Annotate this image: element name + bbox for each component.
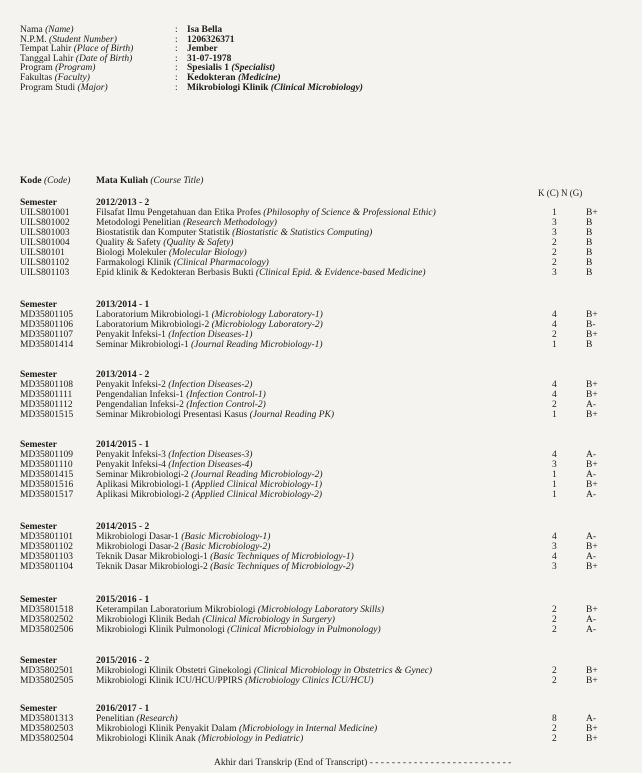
course-title-en: (Philosophy of Science & Professional Ethic) [263, 208, 436, 218]
course-row [20, 625, 620, 635]
info-label-id: Program Studi [20, 82, 76, 93]
course-title [96, 390, 266, 400]
info-value-id: Kedokteran [187, 72, 236, 83]
course-credit: 4 [552, 532, 557, 542]
course-row [20, 330, 620, 340]
course-title [96, 724, 377, 734]
course-grade: A- [586, 470, 597, 480]
course-title-en: (Microbiology Laboratory Skills) [257, 605, 385, 615]
course-title [96, 532, 270, 542]
course-title-id: Mikrobiologi Klinik Obstetri Ginekologi [96, 666, 252, 676]
semester-period: 2015/2016 - 2 [96, 656, 150, 666]
course-code: MD35802505 [20, 676, 74, 686]
info-colon: : [175, 53, 178, 64]
semester-heading [20, 198, 620, 208]
course-row [20, 248, 620, 258]
semester-label: Semester [20, 300, 57, 310]
semester-label: Semester [20, 522, 57, 532]
course-title-en: (Research Methodology) [183, 218, 277, 228]
semester-period: 2014/2015 - 2 [96, 522, 150, 532]
course-grade: A- [586, 450, 597, 460]
course-row [20, 310, 620, 320]
course-title-id: Aplikasi Mikrobiologi-2 [96, 490, 190, 500]
course-grade: B+ [586, 380, 598, 390]
course-code: MD35801515 [20, 410, 74, 420]
course-credit: 4 [552, 380, 557, 390]
course-title [96, 238, 233, 248]
semester-period: 2013/2014 - 1 [96, 300, 150, 310]
semester-label: Semester [20, 656, 57, 666]
semester-block [20, 656, 620, 686]
course-code: MD35801106 [20, 320, 73, 330]
course-title-id: Pengendalian Infeksi-2 [96, 400, 184, 410]
course-title [96, 470, 323, 480]
course-row [20, 666, 620, 676]
course-credit: 4 [552, 450, 557, 460]
info-label-id: Tempat Lahir [20, 44, 72, 55]
course-grade: A- [586, 714, 597, 724]
course-grade: B+ [586, 666, 598, 676]
course-grade: B+ [586, 542, 598, 552]
course-credit: 2 [552, 238, 557, 248]
info-label [20, 84, 175, 94]
semester-label: Semester [20, 370, 57, 380]
course-code: MD35801111 [20, 390, 73, 400]
course-title-en: (Basic Techniques of Microbiology-2) [210, 562, 354, 572]
info-value-id: Mikrobiologi Klinik [187, 82, 269, 93]
course-title-en: (Basic Techniques of Microbiology-1) [210, 552, 354, 562]
semester-period: 2014/2015 - 1 [96, 440, 150, 450]
course-grade: B+ [586, 734, 598, 744]
course-title-id: Epid klinik & Kedokteran Berbasis Bukti [96, 268, 254, 278]
course-credit: 1 [552, 208, 557, 218]
course-grade: B [586, 340, 593, 350]
course-title-id: Farmakologi Klinik [96, 258, 172, 268]
course-grade: A- [586, 615, 597, 625]
info-label-en: (Name) [45, 25, 74, 35]
semester-heading [20, 595, 620, 605]
semester-block [20, 370, 620, 420]
course-grade: B+ [586, 724, 598, 734]
course-credit: 2 [552, 724, 557, 734]
semester-period: 2013/2014 - 2 [96, 370, 150, 380]
course-title [96, 218, 277, 228]
header-title [96, 176, 203, 186]
info-colon: : [175, 44, 178, 55]
course-title [96, 310, 323, 320]
header-title-en: (Course Title) [150, 176, 204, 186]
course-row [20, 238, 620, 248]
course-grade: A- [586, 532, 597, 542]
course-title [96, 666, 432, 676]
course-code: MD35801112 [20, 400, 73, 410]
info-value-id: Isa Bella [187, 25, 223, 35]
course-title [96, 625, 381, 635]
info-row [20, 84, 363, 94]
course-row [20, 615, 620, 625]
course-row [20, 734, 620, 744]
course-title-id: Seminar Mikrobiologi Presentasi Kasus [96, 410, 248, 420]
course-title-id: Quality & Safety [96, 238, 161, 248]
course-title-id: Penyakit Infeksi-1 [96, 330, 166, 340]
course-title [96, 320, 323, 330]
course-grade: A- [586, 625, 597, 635]
course-row [20, 676, 620, 686]
info-label-en: (Faculty) [54, 72, 90, 83]
course-title-id: Pengendalian Infeksi-1 [96, 390, 184, 400]
course-code: MD35801101 [20, 532, 73, 542]
course-title [96, 676, 374, 686]
course-row [20, 532, 620, 542]
course-grade: B+ [586, 410, 598, 420]
course-code: UILS801002 [20, 218, 70, 228]
course-code: MD35801105 [20, 310, 73, 320]
course-grade: B [586, 248, 593, 258]
course-title [96, 380, 252, 390]
course-code: MD35802503 [20, 724, 74, 734]
course-credit: 2 [552, 676, 557, 686]
course-code: MD35802504 [20, 734, 74, 744]
course-code: UILS80101 [20, 248, 65, 258]
course-code: UILS801102 [20, 258, 70, 268]
course-title [96, 605, 384, 615]
course-code: UILS801004 [20, 238, 70, 248]
course-row [20, 410, 620, 420]
course-title [96, 542, 270, 552]
course-title [96, 734, 303, 744]
info-label-id: Fakultas [20, 72, 53, 83]
info-label-id: Program [20, 63, 53, 74]
semester-heading [20, 300, 620, 310]
course-code: MD35802506 [20, 625, 74, 635]
semester-block [20, 595, 620, 635]
course-credit: 3 [552, 562, 557, 572]
course-title-en: (Infection Diseases-4) [168, 460, 253, 470]
course-code: MD35802502 [20, 615, 74, 625]
course-grade: B [586, 268, 593, 278]
course-title [96, 340, 323, 350]
course-title [96, 330, 252, 340]
course-grade: B [586, 228, 593, 238]
course-title [96, 208, 436, 218]
course-grade: A- [586, 400, 597, 410]
course-title-id: Mikrobiologi Klinik Penyakit Dalam [96, 724, 237, 734]
info-value-en: (Medicine) [237, 72, 281, 83]
course-row [20, 400, 620, 410]
header-title-id: Mata Kuliah [96, 176, 148, 186]
end-of-transcript: Akhir dari Transkrip (End of Transcript) - - - - - - - - - - - - - - - - - - - - - - - - - - [214, 758, 512, 768]
semester-block [20, 704, 620, 744]
course-title-id: Penyakit Infeksi-3 [96, 450, 166, 460]
course-grade: B [586, 218, 593, 228]
course-grade: B- [586, 320, 596, 330]
course-title-en: (Clinical Microbiology in Obstetrics & Gynec) [253, 666, 433, 676]
course-credit: 2 [552, 330, 557, 340]
course-title-id: Penelitian [96, 714, 134, 724]
course-row [20, 390, 620, 400]
course-title [96, 400, 266, 410]
course-credit: 2 [552, 605, 557, 615]
semester-label: Semester [20, 704, 57, 714]
course-title-en: (Microbiology Laboratory-1) [211, 310, 323, 320]
semester-label: Semester [20, 198, 57, 208]
course-grade: B+ [586, 330, 598, 340]
course-title-id: Teknik Dasar Mikrobiologi-1 [96, 552, 208, 562]
course-title-en: (Applied Clinical Microbiology-1) [191, 480, 323, 490]
course-credit: 2 [552, 666, 557, 676]
course-credit: 2 [552, 400, 557, 410]
course-grade: B+ [586, 208, 598, 218]
info-colon: : [175, 72, 178, 83]
course-credit: 2 [552, 734, 557, 744]
course-title [96, 562, 354, 572]
course-credit: 2 [552, 258, 557, 268]
course-code: MD35801516 [20, 480, 74, 490]
semester-block [20, 300, 620, 350]
course-title-id: Penyakit Infeksi-4 [96, 460, 166, 470]
course-title-id: Keterampilan Laboratorium Mikrobiologi [96, 605, 256, 615]
info-label-en: (Student Number) [49, 34, 117, 45]
course-title [96, 450, 252, 460]
course-credit: 4 [552, 310, 557, 320]
course-title-id: Biostatistik dan Komputer Statistik [96, 228, 230, 238]
course-code: MD35801414 [20, 340, 74, 350]
course-row [20, 470, 620, 480]
course-title-en: (Basic Microbiology-1) [181, 532, 271, 542]
semester-block [20, 522, 620, 572]
course-row [20, 258, 620, 268]
course-row [20, 460, 620, 470]
course-code: MD35801104 [20, 562, 73, 572]
course-code: MD35801102 [20, 542, 73, 552]
info-colon: : [175, 25, 178, 35]
course-title-id: Laboratorium Mikrobiologi-2 [96, 320, 210, 330]
course-credit: 2 [552, 615, 557, 625]
course-row [20, 562, 620, 572]
course-code: UILS801003 [20, 228, 70, 238]
info-colon: : [175, 34, 178, 45]
header-code-id: Kode [20, 176, 42, 186]
course-row [20, 340, 620, 350]
semester-block [20, 198, 620, 278]
course-code: MD35801103 [20, 552, 73, 562]
course-code: MD35801109 [20, 450, 73, 460]
course-title-en: (Clinical Microbiology in Pulmonology) [227, 625, 381, 635]
course-title [96, 714, 178, 724]
course-row [20, 480, 620, 490]
semester-period: 2015/2016 - 1 [96, 595, 150, 605]
header-code [20, 176, 70, 186]
course-title-en: (Journal Reading Microbiology-2) [191, 470, 323, 480]
course-title-id: Mikrobiologi Klinik ICU/HCU/PPIRS [96, 676, 243, 686]
course-title-id: Mikrobiologi Dasar-1 [96, 532, 179, 542]
course-title-en: (Quality & Safety) [163, 238, 234, 248]
info-label-en: (Program) [55, 63, 96, 74]
semester-period: 2016/2017 - 1 [96, 704, 150, 714]
course-grade: B [586, 238, 593, 248]
course-title [96, 410, 334, 420]
course-title [96, 460, 252, 470]
header-credit-grade: K (C) N (G) [538, 188, 583, 198]
semester-heading [20, 370, 620, 380]
course-title-en: (Research) [136, 714, 178, 724]
course-title-en: (Molecular Biology) [168, 248, 247, 258]
course-code: UILS801103 [20, 268, 70, 278]
info-colon: : [175, 63, 178, 74]
info-value-id: 1206326371 [187, 34, 235, 45]
semester-block [20, 440, 620, 500]
course-code: MD35801108 [20, 380, 73, 390]
course-title-en: (Infection Diseases-2) [168, 380, 253, 390]
course-title-en: (Microbiology Clinics ICU/HCU) [245, 676, 374, 686]
semester-heading [20, 522, 620, 532]
course-row [20, 208, 620, 218]
info-value-id: Jember [187, 44, 218, 55]
course-credit: 4 [552, 390, 557, 400]
course-grade: B+ [586, 310, 598, 320]
info-value-en: (Clinical Microbiology) [270, 82, 363, 93]
course-title-id: Mikrobiologi Klinik Anak [96, 734, 196, 744]
course-row [20, 724, 620, 734]
course-row [20, 450, 620, 460]
course-title-en: (Applied Clinical Microbiology-2) [191, 490, 323, 500]
course-grade: B+ [586, 676, 598, 686]
info-value-id: 31-07-1978 [187, 53, 232, 64]
course-title-id: Laboratorium Mikrobiologi-1 [96, 310, 210, 320]
course-code: MD35801517 [20, 490, 74, 500]
semester-heading [20, 656, 620, 666]
course-code: MD35801110 [20, 460, 73, 470]
course-row [20, 714, 620, 724]
course-credit: 3 [552, 228, 557, 238]
course-credit: 8 [552, 714, 557, 724]
course-credit: 4 [552, 552, 557, 562]
course-title-id: Seminar Mikrobiologi-1 [96, 340, 189, 350]
course-credit: 1 [552, 470, 557, 480]
course-row [20, 605, 620, 615]
semester-heading [20, 440, 620, 450]
course-title-en: (Journal Reading PK) [249, 410, 335, 420]
course-credit: 3 [552, 460, 557, 470]
course-title-id: Mikrobiologi Dasar-2 [96, 542, 179, 552]
course-title [96, 228, 372, 238]
semester-period: 2012/2013 - 2 [96, 198, 150, 208]
header-code-en: (Code) [44, 176, 71, 186]
course-title [96, 615, 335, 625]
semester-label: Semester [20, 440, 57, 450]
course-title-en: (Microbiology in Internal Medicine) [239, 724, 378, 734]
course-credit: 1 [552, 340, 557, 350]
course-credit: 1 [552, 410, 557, 420]
course-code: MD35801313 [20, 714, 74, 724]
course-row [20, 228, 620, 238]
student-info [20, 26, 363, 93]
info-label-en: (Major) [77, 82, 108, 93]
course-title [96, 480, 322, 490]
course-grade: B+ [586, 390, 598, 400]
course-grade: A- [586, 552, 597, 562]
course-title-en: (Clinical Pharmacology) [173, 258, 269, 268]
course-title [96, 248, 247, 258]
course-credit: 2 [552, 248, 557, 258]
course-title [96, 490, 322, 500]
course-credit: 3 [552, 218, 557, 228]
course-credit: 4 [552, 320, 557, 330]
info-value [187, 84, 363, 94]
course-grade: B+ [586, 460, 598, 470]
semester-heading [20, 704, 620, 714]
course-title-id: Teknik Dasar Mikrobiologi-2 [96, 562, 208, 572]
course-title [96, 258, 269, 268]
course-title-id: Mikrobiologi Klinik Bedah [96, 615, 200, 625]
info-label-id: Tanggal Lahir [20, 53, 74, 64]
course-code: MD35801107 [20, 330, 73, 340]
course-grade: B+ [586, 562, 598, 572]
info-value-en: (Specialist) [231, 63, 276, 74]
course-code: UILS801001 [20, 208, 70, 218]
course-title-id: Metodologi Penelitian [96, 218, 181, 228]
course-title-en: (Basic Microbiology-2) [181, 542, 271, 552]
course-title-id: Penyakit Infeksi-2 [96, 380, 166, 390]
course-grade: B+ [586, 480, 598, 490]
course-row [20, 320, 620, 330]
course-row [20, 218, 620, 228]
info-label-id: Nama [20, 25, 43, 35]
course-credit: 1 [552, 490, 557, 500]
course-title-en: (Infection Control-1) [186, 390, 266, 400]
course-title [96, 268, 426, 278]
course-credit: 3 [552, 542, 557, 552]
course-title-en: (Microbiology Laboratory-2) [211, 320, 323, 330]
info-label-id: N.P.M. [20, 34, 47, 45]
course-title-id: Biologi Molekuler [96, 248, 167, 258]
course-title-en: (Microbiology in Pediatric) [198, 734, 304, 744]
course-title-id: Mikrobiologi Klinik Pulmonologi [96, 625, 225, 635]
info-label-en: (Place of Birth) [73, 44, 134, 55]
course-title-en: (Clinical Microbiology in Surgery) [202, 615, 335, 625]
course-title-en: (Clinical Epid. & Evidence-based Medicine) [255, 268, 426, 278]
course-credit: 1 [552, 480, 557, 490]
course-title-en: (Infection Diseases-1) [168, 330, 253, 340]
course-row [20, 268, 620, 278]
course-title-id: Filsafat Ilmu Pengetahuan dan Etika Profes [96, 208, 261, 218]
course-credit: 2 [552, 625, 557, 635]
course-title-en: (Infection Diseases-3) [168, 450, 253, 460]
info-colon: : [175, 82, 178, 93]
course-grade: B [586, 258, 593, 268]
semester-label: Semester [20, 595, 57, 605]
course-credit: 3 [552, 268, 557, 278]
course-row [20, 380, 620, 390]
course-row [20, 490, 620, 500]
course-row [20, 552, 620, 562]
course-title-en: (Biostatistic & Statistics Computing) [232, 228, 373, 238]
info-label-en: (Date of Birth) [75, 53, 133, 64]
course-title-id: Seminar Mikrobiologi-2 [96, 470, 189, 480]
course-title [96, 552, 354, 562]
info-value-id: Spesialis 1 [187, 63, 229, 74]
course-code: MD35801518 [20, 605, 74, 615]
course-code: MD35802501 [20, 666, 74, 676]
course-code: MD35801415 [20, 470, 74, 480]
course-grade: B+ [586, 605, 598, 615]
course-title-en: (Infection Control-2) [186, 400, 266, 410]
course-row [20, 542, 620, 552]
course-grade: A- [586, 490, 597, 500]
course-title-en: (Journal Reading Microbiology-1) [191, 340, 323, 350]
course-title-id: Aplikasi Mikrobiologi-1 [96, 480, 190, 490]
